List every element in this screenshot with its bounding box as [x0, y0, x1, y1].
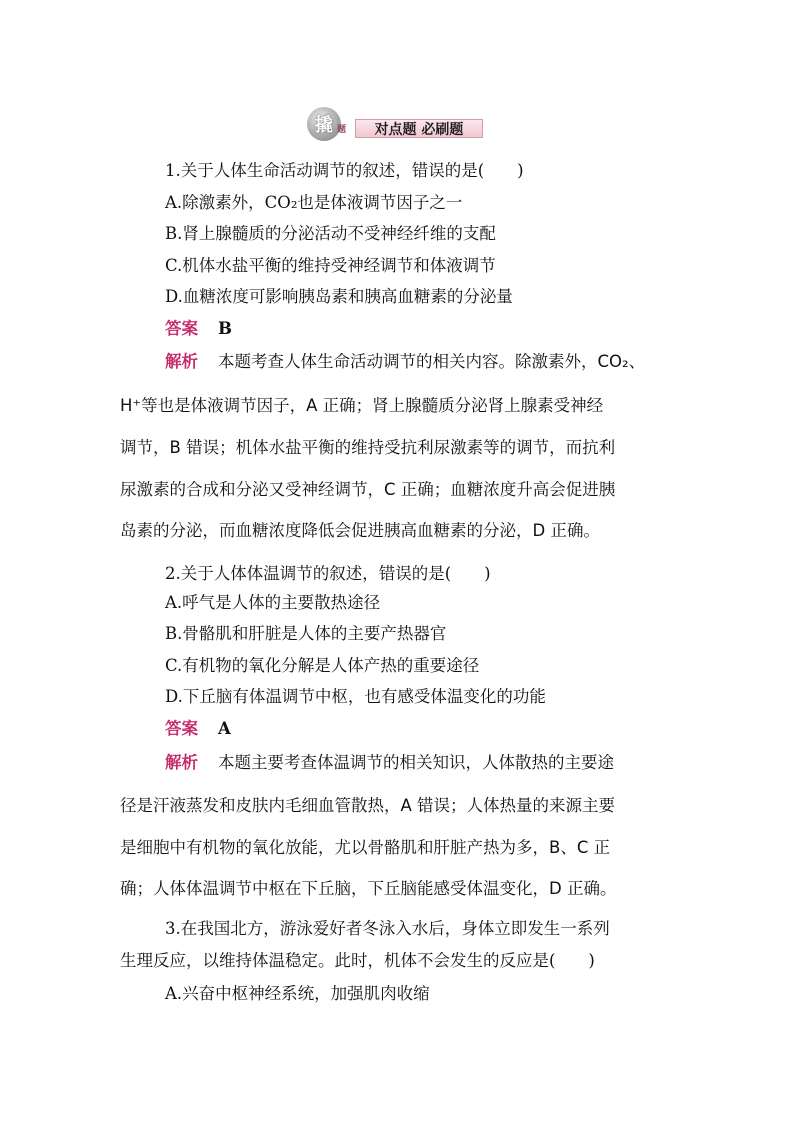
q1-answer-value: B [218, 319, 232, 338]
q2-explanation-text-1: 本题主要考查体温调节的相关知识，人体散热的主要途 [218, 753, 614, 772]
q1-option-d: D.血糖浓度可影响胰岛素和胰高血糖素的分泌量 [165, 287, 513, 306]
q2-explanation-line-2: 径是汗液蒸发和皮肤内毛细血管散热，A 错误；人体热量的来源主要 [120, 796, 616, 815]
q1-option-a: A.除激素外，CO₂也是体液调节因子之一 [165, 193, 463, 212]
answer-tag: 答案 [165, 319, 198, 338]
q1-explanation-text-1: 本题考查人体生命活动调节的相关内容。除激素外，CO₂、 [218, 352, 646, 371]
q1-answer [165, 318, 232, 340]
q1-explanation-line-3: 调节，B 错误；机体水盐平衡的维持受抗利尿激素等的调节，而抗利 [120, 438, 616, 457]
banner-small-text: 题 [337, 125, 347, 135]
q1-explanation-line-1 [165, 350, 645, 374]
q2-answer [165, 718, 231, 740]
section-banner [307, 107, 485, 141]
q2-option-a: A.呼气是人体的主要散热途径 [165, 593, 381, 612]
q2-option-c: C.有机物的氧化分解是人体产热的重要途径 [165, 656, 480, 675]
explanation-tag: 解析 [165, 753, 198, 772]
q2-explanation-line-4: 确；人体体温调节中枢在下丘脑，下丘脑能感受体温变化，D 正确。 [120, 879, 617, 898]
q3-stem-line-1: 3.在我国北方，游泳爱好者冬泳入水后，身体立即发生一系列 [165, 919, 610, 938]
answer-tag: 答案 [165, 719, 198, 738]
q1-option-b: B.肾上腺髓质的分泌活动不受神经纤维的支配 [165, 224, 496, 243]
q1-stem: 1.关于人体生命活动调节的叙述，错误的是( ) [165, 161, 524, 180]
q2-answer-value: A [218, 719, 231, 738]
seal-icon: 撬 [307, 107, 341, 141]
banner-label: 对点题 必刷题 [355, 119, 483, 138]
q2-explanation-line-1 [165, 751, 614, 775]
q1-explanation-line-2: H⁺等也是体液调节因子，A 正确；肾上腺髓质分泌肾上腺素受神经 [120, 396, 604, 415]
q1-explanation-line-4: 尿激素的合成和分泌又受神经调节，C 正确；血糖浓度升高会促进胰 [120, 480, 616, 499]
q2-option-b: B.骨骼肌和肝脏是人体的主要产热器官 [165, 624, 447, 643]
q3-stem-line-2: 生理反应，以维持体温稳定。此时，机体不会发生的反应是( ) [120, 951, 595, 970]
q2-explanation-line-3: 是细胞中有机物的氧化放能，尤以骨骼肌和肝脏产热为多，B、C 正 [120, 838, 611, 857]
explanation-tag: 解析 [165, 352, 198, 371]
q1-explanation-line-5: 岛素的分泌，而血糖浓度降低会促进胰高血糖素的分泌，D 正确。 [120, 521, 600, 540]
q2-stem: 2.关于人体体温调节的叙述，错误的是( ) [165, 564, 491, 583]
q1-option-c: C.机体水盐平衡的维持受神经调节和体液调节 [165, 256, 496, 275]
q3-option-a: A.兴奋中枢神经系统，加强肌肉收缩 [165, 984, 430, 1003]
q2-option-d: D.下丘脑有体温调节中枢，也有感受体温变化的功能 [165, 687, 546, 706]
